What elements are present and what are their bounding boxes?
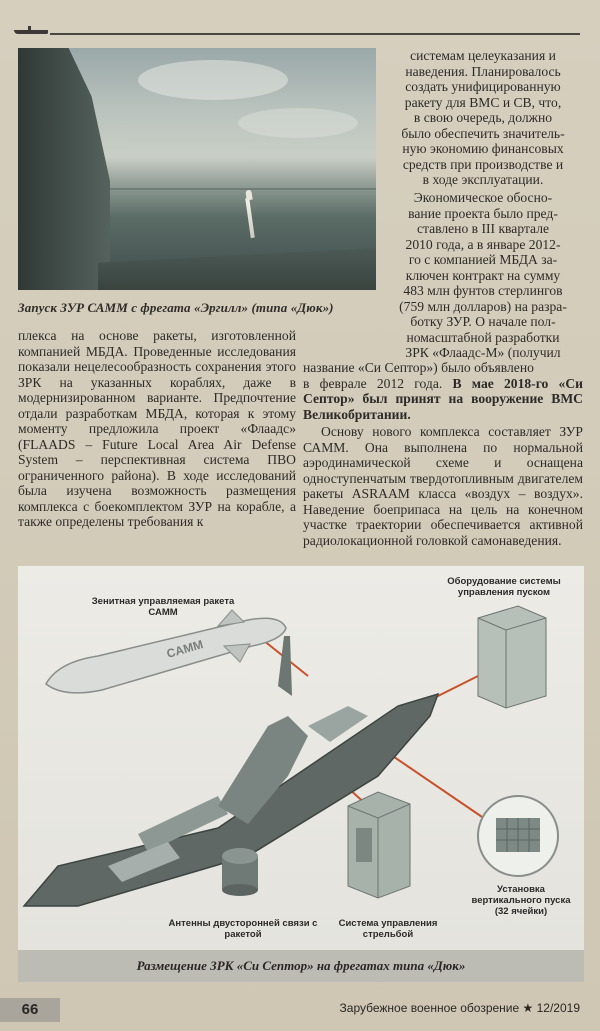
label-antennas: Антенны двусторонней связи с ракетой — [168, 918, 318, 940]
label-launch-equipment: Оборудование системы управления пуском — [447, 576, 561, 598]
launch-photo — [18, 48, 376, 290]
label-vls: Установка вертикального пуска (32 ячейки) — [471, 884, 571, 917]
page-number: 66 — [0, 998, 60, 1022]
sea-ceptor-infographic — [18, 566, 584, 950]
right-column-para2: Экономическое обосно- вание проекта было пред- ставлено в III квартале 2010 года, а в январе 2012- го с компанией МБДА за- ключен контракт на сумму 483 млн фунтов стерлингов (759 млн долларов) на разра- ботку ЗУР. О начале пол- номасштабной разработки ЗРК «Флаадс-М» (получил — [399, 190, 567, 360]
right-column-para1: системам целеуказания и наведения. Планировалось создать унифицированную ракету для ВМС и СВ, что, в свою очередь, должно было обеспечить значитель- ную экономию финансовых средств при производстве и в ходе эксплуатации. — [401, 48, 565, 187]
ship-icon — [14, 26, 48, 34]
left-column-para1: плекса на основе ракеты, изготовленной компанией МБДА. Проведенные исследования показали нецелесообразность сохранения этого ЗРК на указанных кораблях, даже в модернизированном варианте. Предпочтение отдали разработкам МБДА, которая к этому моменту предложила проект «Флаадс» (FLAADS – Future Local Area Air Defense System – перспективная система ПВО ограниченного района). В ходе исследований была изучена возможность размещения комплекса с боекомплектом ЗУР на корабле, а также определены требования к — [18, 328, 296, 529]
right-column-para2-end: название «Си Септор») было объявлено в феврале 2012 года. В мае 2018-го «Си Септор» был принят на вооружение ВМС Великобритании. — [303, 360, 583, 422]
photo-caption: Запуск ЗУР САММ с фрегата «Эргилл» (типа «Дюк») — [18, 300, 334, 315]
right-column-para3: Основу нового комплекса составляет ЗУР САММ. Она выполнена по нормальной аэродинамической схеме и оснащена одноступенчатым твердотопливным двигателем ракеты ASRAAM класса «воздух – воздух». Наведение боеприпаса на цель на конечном участке траектории обеспечивается активной радиолокационной головкой самонаведения. — [303, 424, 583, 548]
journal-footer: Зарубежное военное обозрение ★ 12/2019 — [339, 1001, 580, 1015]
launch-control-cabinet — [478, 606, 546, 708]
label-missile: Зенитная управляемая ракета САММ — [91, 596, 235, 618]
antenna-dome — [222, 848, 258, 896]
header-rule — [50, 33, 580, 35]
adoption-statement: В мае 2018-го «Си Септор» был принят на вооружение ВМС Великобритании. — [303, 375, 583, 422]
vls-cells — [478, 796, 558, 876]
label-fire-control: Система управления стрельбой — [338, 918, 438, 940]
fire-control-cabinet — [348, 792, 410, 898]
figure-caption: Размещение ЗРК «Си Септор» на фрегатах типа «Дюк» — [18, 950, 584, 982]
missile-marking: CAMM — [164, 637, 205, 661]
